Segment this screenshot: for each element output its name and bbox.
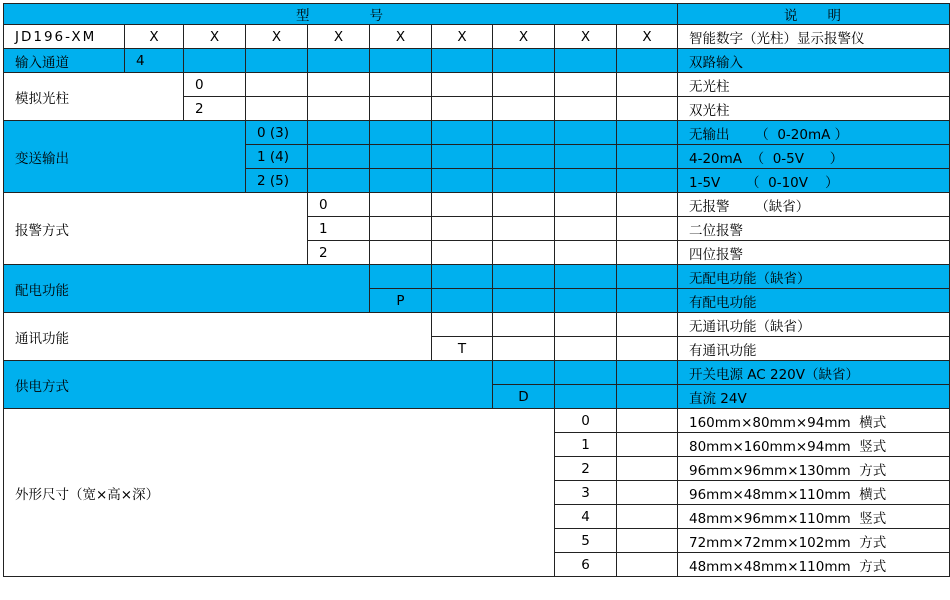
size-code: 1 xyxy=(555,433,617,457)
empty-cell xyxy=(432,241,493,265)
size-code: 6 xyxy=(555,553,617,577)
empty-cell xyxy=(370,241,432,265)
input-value: 4 xyxy=(125,49,184,73)
alarm-code: 2 xyxy=(308,241,370,265)
empty-cell xyxy=(617,553,678,577)
model-slot: X xyxy=(617,25,678,49)
empty-cell xyxy=(617,145,678,169)
supply-code xyxy=(493,361,555,385)
supply-label: 供电方式 xyxy=(4,361,493,409)
transmit-description: 4-20mA （ 0-5V ） xyxy=(678,145,950,169)
empty-cell xyxy=(555,49,617,73)
empty-cell xyxy=(432,289,493,313)
empty-cell xyxy=(493,337,555,361)
size-description: 96mm×96mm×130mm 方式 xyxy=(678,457,950,481)
transmit-code: 0 (3) xyxy=(246,121,308,145)
empty-cell xyxy=(432,193,493,217)
supply-code: D xyxy=(493,385,555,409)
bargraph-row xyxy=(4,73,950,97)
empty-cell xyxy=(555,217,617,241)
empty-cell xyxy=(617,409,678,433)
empty-cell xyxy=(246,97,308,121)
model-code: JD196-XM xyxy=(4,25,125,49)
size-description: 72mm×72mm×102mm 方式 xyxy=(678,529,950,553)
alarm-description: 二位报警 xyxy=(678,217,950,241)
comm-label: 通讯功能 xyxy=(4,313,432,361)
empty-cell xyxy=(555,169,617,193)
empty-cell xyxy=(617,49,678,73)
model-slot: X xyxy=(555,25,617,49)
size-code: 0 xyxy=(555,409,617,433)
empty-cell xyxy=(493,49,555,73)
empty-cell xyxy=(493,121,555,145)
power-dist-description: 有配电功能 xyxy=(678,289,950,313)
empty-cell xyxy=(617,529,678,553)
empty-cell xyxy=(432,169,493,193)
empty-cell xyxy=(493,313,555,337)
transmit-row xyxy=(4,121,950,145)
power-dist-code xyxy=(370,265,432,289)
empty-cell xyxy=(370,49,432,73)
alarm-description: 无报警 （缺省） xyxy=(678,193,950,217)
empty-cell xyxy=(617,265,678,289)
comm-code: T xyxy=(432,337,493,361)
model-header-char: 型 xyxy=(296,8,312,24)
model-slot: X xyxy=(125,25,184,49)
transmit-description: 1-5V （ 0-10V ） xyxy=(678,169,950,193)
empty-cell xyxy=(308,49,370,73)
empty-cell xyxy=(555,289,617,313)
comm-description: 有通讯功能 xyxy=(678,337,950,361)
power-dist-description: 无配电功能（缺省） xyxy=(678,265,950,289)
model-selection-table xyxy=(3,3,950,577)
empty-cell xyxy=(370,193,432,217)
alarm-label: 报警方式 xyxy=(4,193,308,265)
model-slot: X xyxy=(432,25,493,49)
empty-cell xyxy=(617,433,678,457)
supply-description: 开关电源 AC 220V（缺省） xyxy=(678,361,950,385)
input-row xyxy=(4,49,950,73)
size-description: 96mm×48mm×110mm 横式 xyxy=(678,481,950,505)
size-description: 80mm×160mm×94mm 竖式 xyxy=(678,433,950,457)
size-description: 160mm×80mm×94mm 横式 xyxy=(678,409,950,433)
bargraph-code: 2 xyxy=(184,97,246,121)
empty-cell xyxy=(370,145,432,169)
empty-cell xyxy=(246,73,308,97)
empty-cell xyxy=(555,121,617,145)
empty-cell xyxy=(555,145,617,169)
empty-cell xyxy=(555,385,617,409)
empty-cell xyxy=(432,145,493,169)
empty-cell xyxy=(617,361,678,385)
empty-cell xyxy=(617,481,678,505)
spec-table-container xyxy=(3,3,950,577)
size-row xyxy=(4,409,950,433)
empty-cell xyxy=(308,73,370,97)
bargraph-description: 无光柱 xyxy=(678,73,950,97)
empty-cell xyxy=(370,97,432,121)
empty-cell xyxy=(555,265,617,289)
empty-cell xyxy=(246,49,308,73)
empty-cell xyxy=(617,193,678,217)
transmit-label: 变送输出 xyxy=(4,121,246,193)
supply-row xyxy=(4,361,950,385)
alarm-row xyxy=(4,193,950,217)
transmit-code: 2 (5) xyxy=(246,169,308,193)
comm-description: 无通讯功能（缺省） xyxy=(678,313,950,337)
size-code: 4 xyxy=(555,505,617,529)
supply-description: 直流 24V xyxy=(678,385,950,409)
empty-cell xyxy=(617,217,678,241)
empty-cell xyxy=(493,97,555,121)
comm-code xyxy=(432,313,493,337)
model-description: 智能数字（光柱）显示报警仪 xyxy=(678,25,950,49)
header-row xyxy=(4,4,950,25)
empty-cell xyxy=(555,313,617,337)
comm-row xyxy=(4,313,950,337)
model-slot: X xyxy=(493,25,555,49)
input-label: 输入通道 xyxy=(4,49,125,73)
empty-cell xyxy=(555,193,617,217)
power-dist-label: 配电功能 xyxy=(4,265,370,313)
empty-cell xyxy=(617,457,678,481)
power-dist-row xyxy=(4,265,950,289)
size-label: 外形尺寸（宽×高×深） xyxy=(4,409,555,577)
empty-cell xyxy=(493,289,555,313)
model-header xyxy=(4,4,678,25)
empty-cell xyxy=(493,73,555,97)
model-slot: X xyxy=(370,25,432,49)
empty-cell xyxy=(493,241,555,265)
model-header-char: 号 xyxy=(369,8,385,24)
empty-cell xyxy=(617,73,678,97)
empty-cell xyxy=(493,193,555,217)
alarm-code: 1 xyxy=(308,217,370,241)
empty-cell xyxy=(617,313,678,337)
input-description: 双路输入 xyxy=(678,49,950,73)
empty-cell xyxy=(370,121,432,145)
empty-cell xyxy=(555,73,617,97)
empty-cell xyxy=(617,241,678,265)
size-description: 48mm×96mm×110mm 竖式 xyxy=(678,505,950,529)
empty-cell xyxy=(370,217,432,241)
empty-cell xyxy=(432,49,493,73)
empty-cell xyxy=(432,73,493,97)
transmit-description: 无输出 （ 0-20mA ） xyxy=(678,121,950,145)
model-slot: X xyxy=(308,25,370,49)
empty-cell xyxy=(308,121,370,145)
empty-cell xyxy=(432,265,493,289)
empty-cell xyxy=(555,361,617,385)
bargraph-description: 双光柱 xyxy=(678,97,950,121)
empty-cell xyxy=(617,337,678,361)
size-code: 2 xyxy=(555,457,617,481)
empty-cell xyxy=(370,73,432,97)
empty-cell xyxy=(555,97,617,121)
bargraph-label: 模拟光柱 xyxy=(4,73,184,121)
desc-header-char: 明 xyxy=(827,8,843,24)
empty-cell xyxy=(308,97,370,121)
empty-cell xyxy=(493,169,555,193)
empty-cell xyxy=(308,169,370,193)
empty-cell xyxy=(432,121,493,145)
empty-cell xyxy=(617,121,678,145)
model-slot: X xyxy=(246,25,308,49)
size-description: 48mm×48mm×110mm 方式 xyxy=(678,553,950,577)
empty-cell xyxy=(184,49,246,73)
empty-cell xyxy=(493,217,555,241)
alarm-code: 0 xyxy=(308,193,370,217)
size-code: 5 xyxy=(555,529,617,553)
empty-cell xyxy=(493,265,555,289)
size-code: 3 xyxy=(555,481,617,505)
alarm-description: 四位报警 xyxy=(678,241,950,265)
empty-cell xyxy=(555,241,617,265)
empty-cell xyxy=(432,217,493,241)
desc-header xyxy=(678,4,950,25)
power-dist-code: P xyxy=(370,289,432,313)
empty-cell xyxy=(493,145,555,169)
empty-cell xyxy=(432,97,493,121)
model-row xyxy=(4,25,950,49)
empty-cell xyxy=(555,337,617,361)
bargraph-code: 0 xyxy=(184,73,246,97)
empty-cell xyxy=(370,169,432,193)
empty-cell xyxy=(308,145,370,169)
model-slot: X xyxy=(184,25,246,49)
empty-cell xyxy=(617,505,678,529)
empty-cell xyxy=(617,385,678,409)
empty-cell xyxy=(617,97,678,121)
empty-cell xyxy=(617,289,678,313)
desc-header-char: 说 xyxy=(784,8,800,24)
transmit-code: 1 (4) xyxy=(246,145,308,169)
empty-cell xyxy=(617,169,678,193)
